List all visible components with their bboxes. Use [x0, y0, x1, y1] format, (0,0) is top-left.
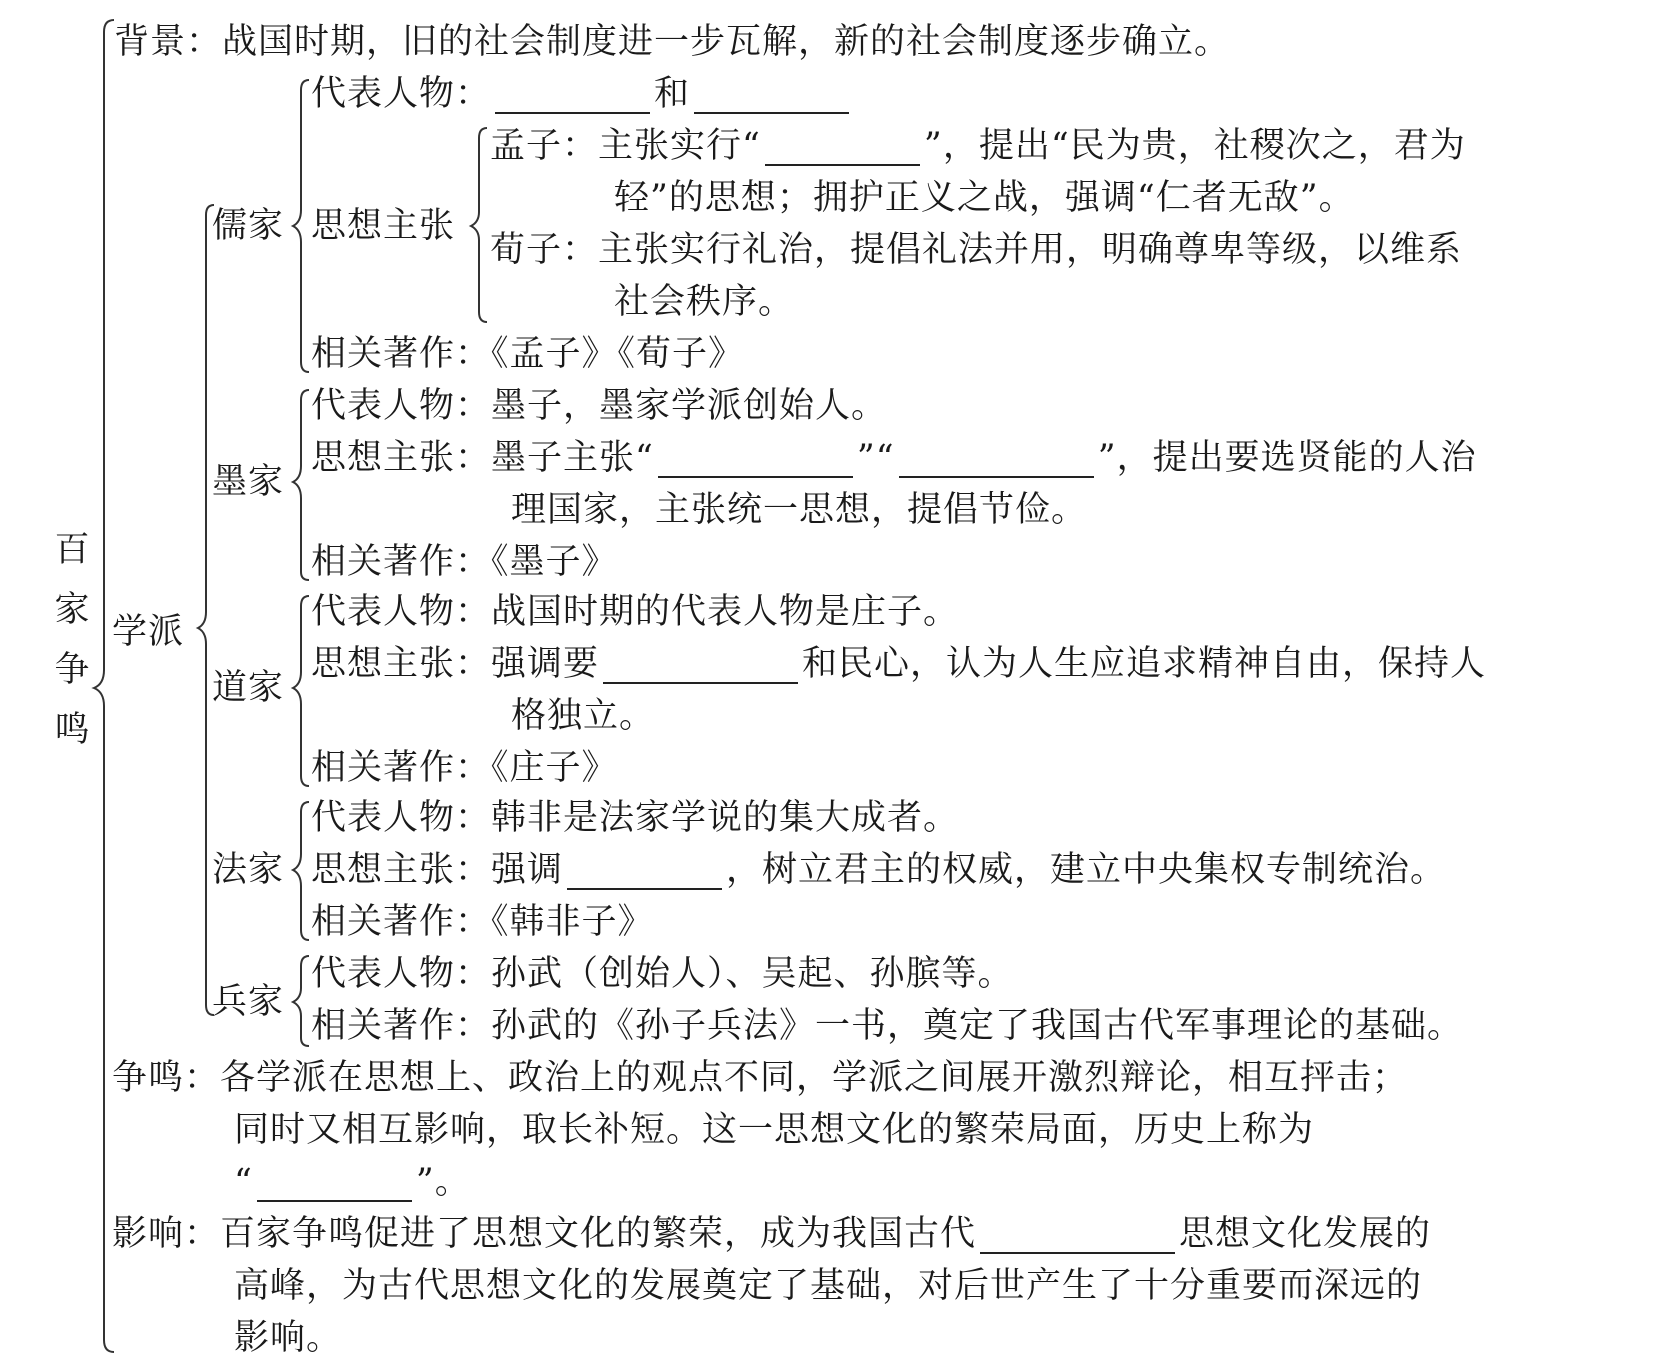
zhengming-text: ”。	[415, 1162, 471, 1202]
daojia-brace	[293, 596, 309, 786]
fajia-ideas-text: ，树立君主的权威，建立中央集权专制统治。	[726, 850, 1447, 890]
answer-blank[interactable]	[765, 130, 920, 166]
bingjia-brace	[293, 956, 309, 1046]
daojia-ideas-text: 和民心，认为人生应追求精神自由，保持人	[802, 644, 1487, 684]
schools-label: 学派	[112, 612, 185, 652]
zhengming-line2: 同时又相互影响，取长补短。这一思想文化的繁荣局面，历史上称为	[234, 1110, 1315, 1150]
mojia-name: 墨家	[212, 462, 285, 502]
xunzi-line1	[490, 230, 1462, 270]
root-char: 争	[54, 650, 90, 690]
answer-blank[interactable]	[980, 1218, 1175, 1254]
answer-blank[interactable]	[567, 854, 722, 890]
fajia-figures: 代表人物：韩非是法家学说的集大成者。	[311, 798, 960, 838]
rujia-figures-he: 和	[654, 74, 691, 114]
bingjia-works: 相关著作：孙武的《孙子兵法》一书，奠定了我国古代军事理论的基础。	[311, 1006, 1464, 1046]
fajia-works: 相关著作：《韩非子》	[311, 902, 654, 942]
root-char: 鸣	[54, 710, 90, 750]
mojia-brace	[293, 390, 309, 580]
rujia-name: 儒家	[212, 206, 285, 246]
mojia-ideas	[311, 438, 1477, 478]
mojia-ideas-line2: 理国家，主张统一思想，提倡节俭。	[511, 490, 1088, 530]
influence-text: 思想文化发展的	[1179, 1214, 1432, 1254]
fajia-ideas	[311, 850, 1446, 890]
answer-blank[interactable]	[899, 442, 1094, 478]
answer-blank[interactable]	[603, 648, 798, 684]
answer-blank[interactable]	[658, 442, 853, 478]
mojia-ideas-text: 思想主张：墨子主张“	[311, 438, 654, 478]
answer-blank[interactable]	[495, 78, 650, 114]
rujia-ideas-label: 思想主张	[311, 206, 456, 246]
mengzi-text: ”，提出“民为贵，社稷次之，君为	[923, 126, 1466, 166]
daojia-ideas	[311, 644, 1486, 684]
mengzi-text: 主张实行“	[598, 126, 761, 166]
influence-line2: 高峰，为古代思想文化的发展奠定了基础，对后世产生了十分重要而深远的	[234, 1266, 1423, 1306]
fajia-brace	[293, 802, 309, 940]
mojia-ideas-text: ”，提出要选贤能的人治	[1097, 438, 1477, 478]
mojia-figures: 代表人物：墨子，墨家学派创始人。	[311, 386, 888, 426]
root-brace	[94, 20, 114, 1352]
mengzi-line2: 轻”的思想；拥护正义之战，强调“仁者无敌”。	[614, 178, 1355, 218]
background-label: 背景：	[114, 22, 223, 62]
schools-brace	[198, 205, 214, 1015]
root-char: 家	[54, 590, 90, 630]
influence-text: 百家争鸣促进了思想文化的繁荣，成为我国古代	[220, 1214, 977, 1254]
xunzi-text: 主张实行礼治，提倡礼法并用，明确尊卑等级，以维系	[598, 230, 1463, 270]
background-text: 战国时期，旧的社会制度进一步瓦解，新的社会制度逐步确立。	[222, 22, 1231, 62]
mengzi-line1	[490, 126, 1466, 166]
xunzi-label: 荀子：	[490, 230, 599, 270]
zhengming-line1	[112, 1058, 1408, 1098]
influence-line3: 影响。	[234, 1318, 343, 1358]
rujia-figures	[311, 74, 853, 114]
rujia-ideas-brace	[471, 128, 487, 322]
daojia-ideas-line2: 格独立。	[511, 696, 656, 736]
fajia-ideas-text: 思想主张：强调	[311, 850, 564, 890]
fajia-name: 法家	[212, 850, 285, 890]
answer-blank[interactable]	[257, 1166, 412, 1202]
answer-blank[interactable]	[694, 78, 849, 114]
daojia-works: 相关著作：《庄子》	[311, 748, 618, 788]
zhengming-text: “	[234, 1162, 253, 1202]
bingjia-name: 兵家	[212, 982, 285, 1022]
influence-line1	[112, 1214, 1431, 1254]
mengzi-label: 孟子：	[490, 126, 599, 166]
daojia-ideas-text: 思想主张：强调要	[311, 644, 600, 684]
zhengming-line3	[234, 1162, 471, 1202]
rujia-figures-label: 代表人物：	[311, 74, 492, 114]
daojia-name: 道家	[212, 668, 285, 708]
xunzi-line2: 社会秩序。	[614, 282, 795, 322]
rujia-works: 相关著作：《孟子》《荀子》	[311, 334, 745, 374]
zhengming-label: 争鸣：	[112, 1058, 221, 1098]
bingjia-figures: 代表人物：孙武（创始人）、吴起、孙膑等。	[311, 954, 1014, 994]
daojia-figures: 代表人物：战国时期的代表人物是庄子。	[311, 592, 960, 632]
root-char: 百	[54, 530, 90, 570]
mojia-ideas-text: ”“	[856, 438, 895, 478]
rujia-brace	[293, 80, 309, 372]
influence-label: 影响：	[112, 1214, 221, 1254]
mojia-works: 相关著作：《墨子》	[311, 542, 618, 582]
background-row	[114, 22, 1230, 62]
zhengming-text: 各学派在思想上、政治上的观点不同，学派之间展开激烈辩论，相互抨击；	[220, 1058, 1409, 1098]
